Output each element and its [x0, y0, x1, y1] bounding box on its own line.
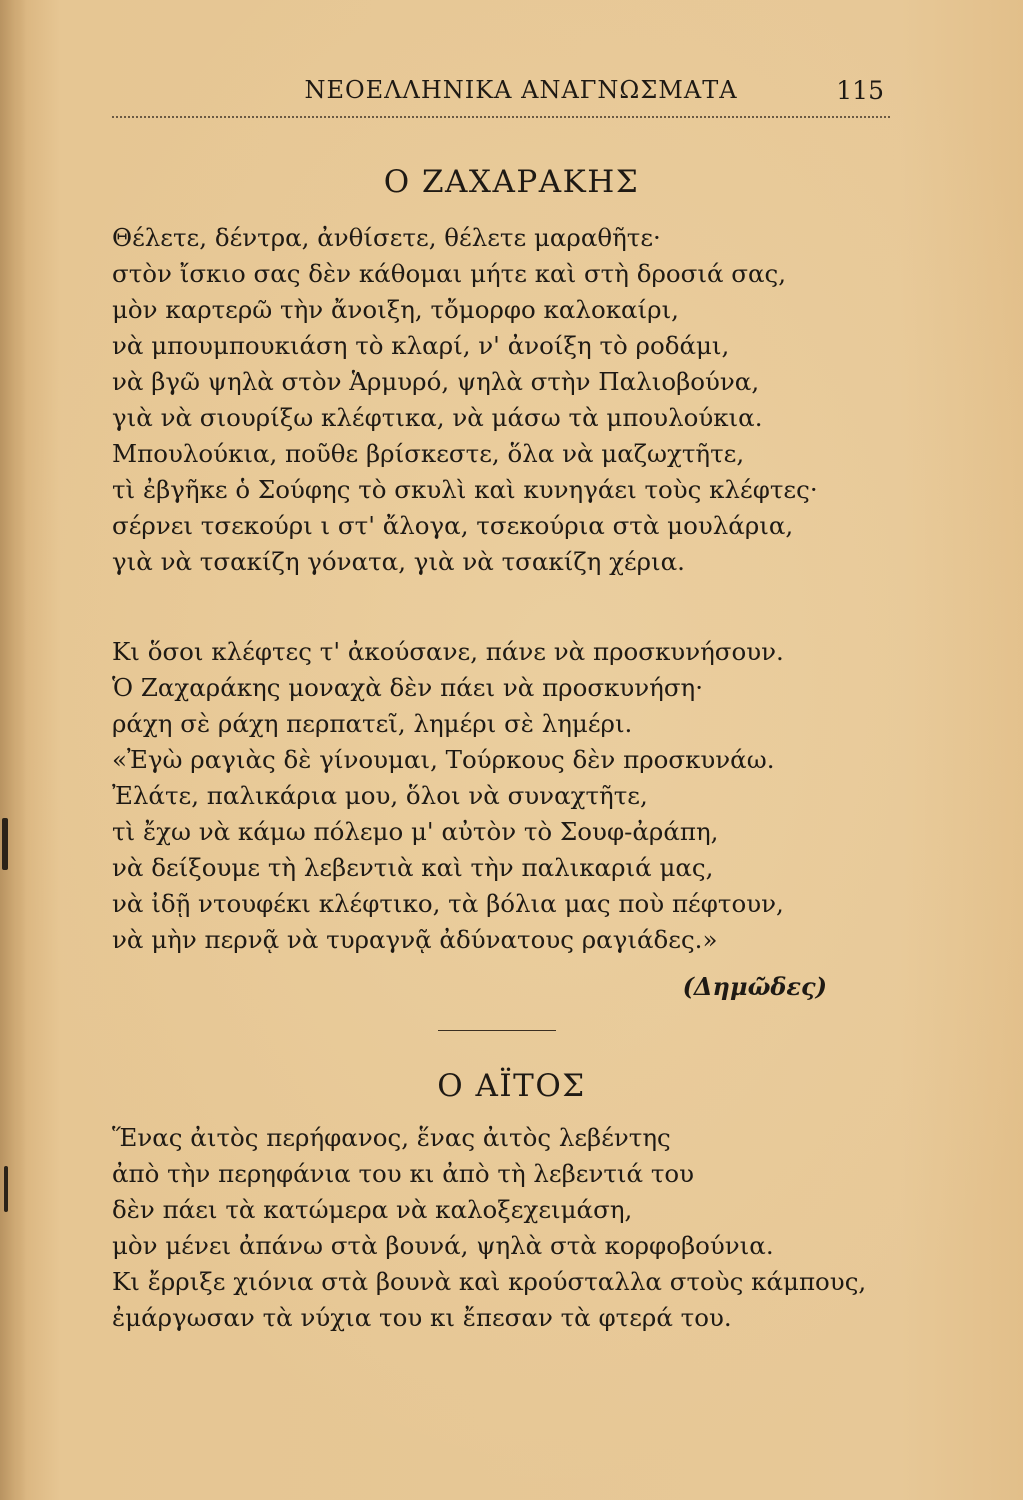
- page-number: 115: [836, 76, 884, 105]
- verse-line: «Ἐγὼ ραγιὰς δὲ γίνουμαι, Τούρκους δὲν προσκυνάω.: [112, 745, 775, 774]
- verse-line: στὸν ἴσκιο σας δὲν κάθομαι μήτε καὶ στὴ δροσιά σας,: [112, 259, 787, 288]
- verse-line: Ἕνας ἀιτὸς περήφανος, ἕνας ἀιτὸς λεβέντης: [112, 1123, 671, 1152]
- verse-line: σέρνει τσεκούρι ι στ' ἄλογα, τσεκούρια στὰ μουλάρια,: [112, 511, 794, 540]
- verse-line: γιὰ νὰ σιουρίξω κλέφτικα, νὰ μάσω τὰ μπουλούκια.: [112, 403, 763, 432]
- verse-line: τὶ ἔχω νὰ κάμω πόλεμο μ' αὐτὸν τὸ Σουφ-ἀράπη,: [112, 817, 719, 846]
- verse-line: Κι ὅσοι κλέφτες τ' ἀκούσανε, πάνε νὰ προσκυνήσουν.: [112, 637, 784, 666]
- verse-line: ράχη σὲ ράχη περπατεῖ, λημέρι σὲ λημέρι.: [112, 709, 633, 738]
- verse-line: Κι ἔρριξε χιόνια στὰ βουνὰ καὶ κρούσταλλα στοὺς κάμπους,: [112, 1267, 867, 1296]
- verse-line: Θέλετε, δέντρα, ἀνθίσετε, θέλετε μαραθῆτε·: [112, 223, 661, 252]
- verse-line: Ὁ Ζαχαράκης μοναχὰ δὲν πάει νὰ προσκυνήση·: [112, 673, 704, 702]
- verse-line: ἀπὸ τὴν περηφάνια του κι ἀπὸ τὴ λεβεντιά του: [112, 1159, 695, 1188]
- verse-line: μὸν μένει ἀπάνω στὰ βουνά, ψηλὰ στὰ κορφοβούνια.: [112, 1231, 774, 1260]
- poem-title-zacharakis: Ο ΖΑΧΑΡΑΚΗΣ: [383, 164, 640, 200]
- stanza-2: [112, 634, 912, 958]
- stanza-3: [112, 1120, 912, 1336]
- verse-line: νὰ ἰδῇ ντουφέκι κλέφτικο, τὰ βόλια μας ποὺ πέφτουν,: [112, 889, 784, 918]
- stanza-1: [112, 220, 912, 580]
- verse-line: Ἐλάτε, παλικάρια μου, ὅλοι νὰ συναχτῆτε,: [112, 781, 648, 810]
- verse-line: νὰ δείξουμε τὴ λεβεντιὰ καὶ τὴν παλικαριά μας,: [112, 853, 714, 882]
- page-binding-edge: [0, 0, 26, 1500]
- verse-line: γιὰ νὰ τσακίζη γόνατα, γιὰ νὰ τσακίζη χέρια.: [112, 547, 685, 576]
- verse-line: Μπουλούκια, ποῦθε βρίσκεστε, ὅλα νὰ μαζωχτῆτε,: [112, 439, 745, 468]
- attribution: (Δημῶδες): [682, 972, 827, 1001]
- verse-line: νὰ μὴν περνᾷ νὰ τυραγνᾷ ἀδύνατους ραγιάδες.»: [112, 925, 718, 954]
- verse-line: νὰ μπουμπουκιάση τὸ κλαρί, ν' ἀνοίξη τὸ ροδάμι,: [112, 331, 730, 360]
- running-header: [112, 76, 890, 112]
- running-title: ΝΕΟΕΛΛΗΝΙΚΑ ΑΝΑΓΝΩΣΜΑΤΑ: [304, 76, 738, 104]
- verse-line: τὶ ἐβγῆκε ὁ Σούφης τὸ σκυλὶ καὶ κυνηγάει τοὺς κλέφτες·: [112, 475, 818, 504]
- binding-stain: [2, 818, 8, 870]
- header-rule: [112, 116, 890, 118]
- poem-title-aitos: Ο ΑΪΤΟΣ: [437, 1068, 586, 1104]
- binding-stain: [4, 1166, 8, 1212]
- verse-line: ἐμάργωσαν τὰ νύχια του κι ἔπεσαν τὰ φτερά του.: [112, 1303, 732, 1332]
- section-divider: [438, 1030, 556, 1031]
- verse-line: μὸν καρτερῶ τὴν ἄνοιξη, τὄμορφο καλοκαίρι,: [112, 295, 679, 324]
- verse-line: δὲν πάει τὰ κατώμερα νὰ καλοξεχειμάση,: [112, 1195, 633, 1224]
- verse-line: νὰ βγῶ ψηλὰ στὸν Ἁρμυρό, ψηλὰ στὴν Παλιοβούνα,: [112, 367, 760, 396]
